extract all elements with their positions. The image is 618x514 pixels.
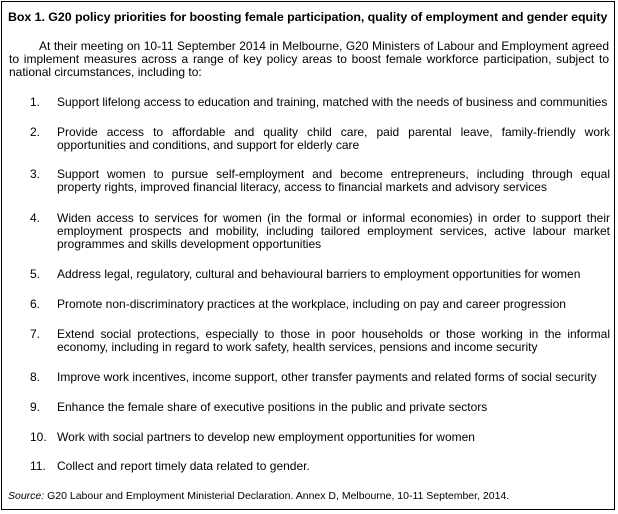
item-number: 6.	[30, 297, 41, 311]
list-item	[30, 298, 610, 311]
item-text: Support lifelong access to education and training, matched with the needs of business and communities	[57, 95, 608, 109]
source-text: G20 Labour and Employment Ministerial Declaration. Annex D, Melbourne, 10-11 September, 2014.	[47, 490, 510, 502]
item-number: 1.	[30, 95, 41, 109]
list-item	[30, 460, 610, 473]
box-title: Box 1. G20 policy priorities for boosting female participation, quality of employment and gender equity	[8, 10, 608, 24]
item-text: Work with social partners to develop new employment opportunities for women	[57, 430, 475, 444]
list-item	[30, 401, 610, 414]
list-item	[30, 268, 610, 281]
item-text: Extend social protections, especially to those in poor households or those working in the informal economy, including in regard to work safety, health services, pensions and income security	[57, 327, 610, 354]
item-text: Address legal, regulatory, cultural and behavioural barriers to employment opportunities for women	[57, 267, 581, 281]
intro-paragraph	[9, 40, 609, 79]
intro-text: At their meeting on 10-11 September 2014 in Melbourne, G20 Ministers of Labour and Employment agreed to implement measures across a range of key policy areas to boost female workforce participation, subject to national circumstances, including to:	[9, 39, 609, 79]
list-item	[30, 96, 610, 109]
item-text: Promote non-discriminatory practices at the workplace, including on pay and career progression	[57, 297, 566, 311]
item-number: 3.	[30, 167, 41, 181]
item-text: Support women to pursue self-employment and become entrepreneurs, including through equal property rights, improved financial literacy, access to financial markets and advisory services	[57, 167, 610, 194]
list-item	[30, 212, 610, 251]
item-number: 7.	[30, 327, 41, 341]
list-item	[30, 328, 610, 354]
item-number: 5.	[30, 267, 41, 281]
source-label: Source:	[8, 490, 45, 502]
list-item	[30, 168, 610, 194]
item-number: 10.	[30, 430, 47, 444]
list-item	[30, 126, 610, 152]
item-text: Enhance the female share of executive positions in the public and private sectors	[57, 400, 488, 414]
item-number: 2.	[30, 125, 41, 139]
item-number: 4.	[30, 211, 41, 225]
item-text: Collect and report timely data related to gender.	[57, 459, 310, 473]
item-text: Improve work incentives, income support, other transfer payments and related forms of social security	[57, 370, 597, 384]
policy-box	[1, 1, 615, 510]
list-item	[30, 371, 610, 384]
item-number: 8.	[30, 370, 41, 384]
source-note	[8, 490, 509, 502]
list-item	[30, 431, 610, 444]
item-text: Provide access to affordable and quality child care, paid parental leave, family-friendly work opportunities and conditions, and support for elderly care	[57, 125, 610, 152]
item-number: 11.	[30, 459, 46, 473]
item-text: Widen access to services for women (in the formal or informal economies) in order to support their employment prospects and mobility, including tailored employment services, active labour market programmes and skills development opportunities	[57, 211, 610, 251]
item-number: 9.	[30, 400, 41, 414]
